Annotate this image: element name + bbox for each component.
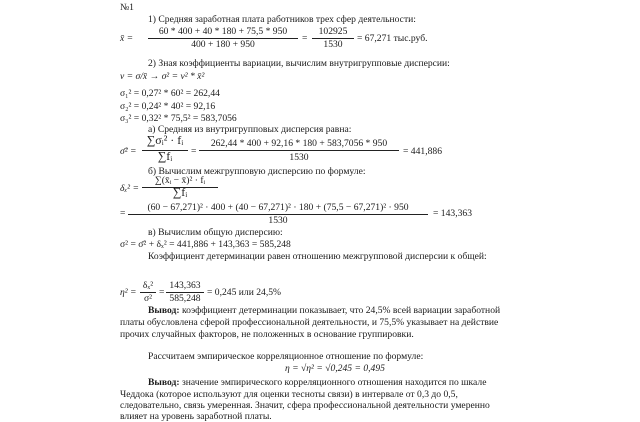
- problem-number: №1: [120, 2, 134, 13]
- conclusion-1-label: Вывод:: [148, 305, 180, 316]
- eq1-denominator: 400 + 180 + 950: [191, 39, 255, 50]
- total-variance-formula: σ² = σ̄² + δₓ² = 441,886 + 143,363 = 585,248: [120, 239, 291, 250]
- eqb-lhs: δₓ² =: [120, 183, 139, 194]
- eta-lhs: η² =: [120, 287, 137, 298]
- eqb-result: = 143,363: [433, 208, 472, 219]
- eqa-numerator-2: 262,44 * 400 + 92,16 * 180 + 583,7056 * 950: [210, 138, 388, 149]
- eta-numerator: δₓ²: [142, 280, 154, 291]
- step2-heading: 2) Зная коэффициенты вариации, вычислим внутригрупповые дисперсии:: [148, 58, 450, 69]
- eqb-denominator: ∑fᵢ: [172, 185, 188, 199]
- correlation-formula: η = √η² = √0,245 = 0,495: [285, 363, 385, 374]
- eq1-equals: =: [302, 33, 308, 44]
- eqa-numerator: ∑σᵢ² · fᵢ: [146, 133, 184, 147]
- eq1-denominator-2: 1530: [323, 39, 343, 50]
- step1-heading: 1) Средняя заработная плата работников трех сфер деятельности:: [148, 14, 416, 25]
- conclusion-2-line-1: Вывод: значение эмпирического корреляционного отношения находится по шкале: [148, 377, 487, 388]
- eqa-denominator-2: 1530: [289, 152, 309, 163]
- conclusion-2-line-3: следовательно, связь умеренная. Значит, сфера профессиональной деятельности умеренно: [120, 400, 490, 411]
- step-b-heading: б) Вычислим межгрупповую дисперсию по формуле:: [148, 166, 366, 177]
- eqa-lhs: σ̄² =: [120, 146, 137, 157]
- eq1-numerator-2: 102925: [318, 26, 348, 37]
- eqb-equals: =: [120, 208, 126, 219]
- eta-denominator: σ²: [143, 293, 153, 304]
- variation-formula: v = σ/x̄ → σ² = v² * x̄²: [120, 71, 205, 82]
- conclusion-1-line-3: прочих случайных факторов, не положенных в основание группировки.: [120, 329, 414, 340]
- eq1-numerator: 60 * 400 + 40 * 180 + 75,5 * 950: [158, 26, 288, 37]
- conclusion-2-line-2: Чеддока (которое используют для оценки тесноты связи) в интервале от 0,3 до 0,5,: [120, 389, 458, 400]
- conclusion-2-line-4: влияет на уровень заработной платы.: [120, 411, 272, 422]
- eta-equals: =: [159, 287, 165, 298]
- determination-heading: Коэффициент детерминации равен отношению межгрупповой дисперсии к общей:: [148, 251, 487, 262]
- variance-2: σ₂² = 0,24² * 40² = 92,16: [120, 101, 216, 112]
- step-c-heading: в) Вычислим общую дисперсию:: [148, 227, 283, 238]
- eqb-numerator-2: (60 − 67,271)² · 400 + (40 − 67,271)² · 180 + (75,5 − 67,271)² · 950: [147, 202, 409, 213]
- eqa-equals: =: [191, 146, 197, 157]
- conclusion-2-label: Вывод:: [148, 377, 180, 388]
- eqb-denominator-2: 1530: [268, 215, 288, 226]
- eq1-lhs: x̄ =: [120, 33, 134, 44]
- eq1-result: = 67,271 тыс.руб.: [357, 33, 428, 44]
- eqa-denominator: ∑fᵢ: [157, 149, 173, 163]
- eqb-numerator: ∑(x̄ᵢ − x̄)² · fᵢ: [154, 175, 206, 186]
- eqa-result: = 441,886: [403, 146, 442, 157]
- variance-1: σ₁² = 0,27² * 60² = 262,44: [120, 88, 220, 99]
- eta-denominator-2: 585,248: [169, 293, 201, 304]
- eta-numerator-2: 143,363: [169, 280, 201, 291]
- variance-3: σ₃² = 0,32² * 75,5² = 583,7056: [120, 113, 237, 124]
- eta-result: = 0,245 или 24,5%: [207, 287, 282, 298]
- step-a-heading: а) Средняя из внутригрупповых дисперсия равна:: [148, 124, 352, 135]
- conclusion-1-line-2: платы обусловлена сферой профессиональной деятельности, и 75,5% указывает на действие: [120, 317, 499, 328]
- correlation-heading: Рассчитаем эмпирическое корреляционное отношение по формуле:: [148, 351, 424, 362]
- eqa-fraction-bar-2: [199, 150, 399, 151]
- conclusion-1-line-1: Вывод: коэффициент детерминации показывает, что 24,5% всей вариации заработной: [148, 305, 501, 316]
